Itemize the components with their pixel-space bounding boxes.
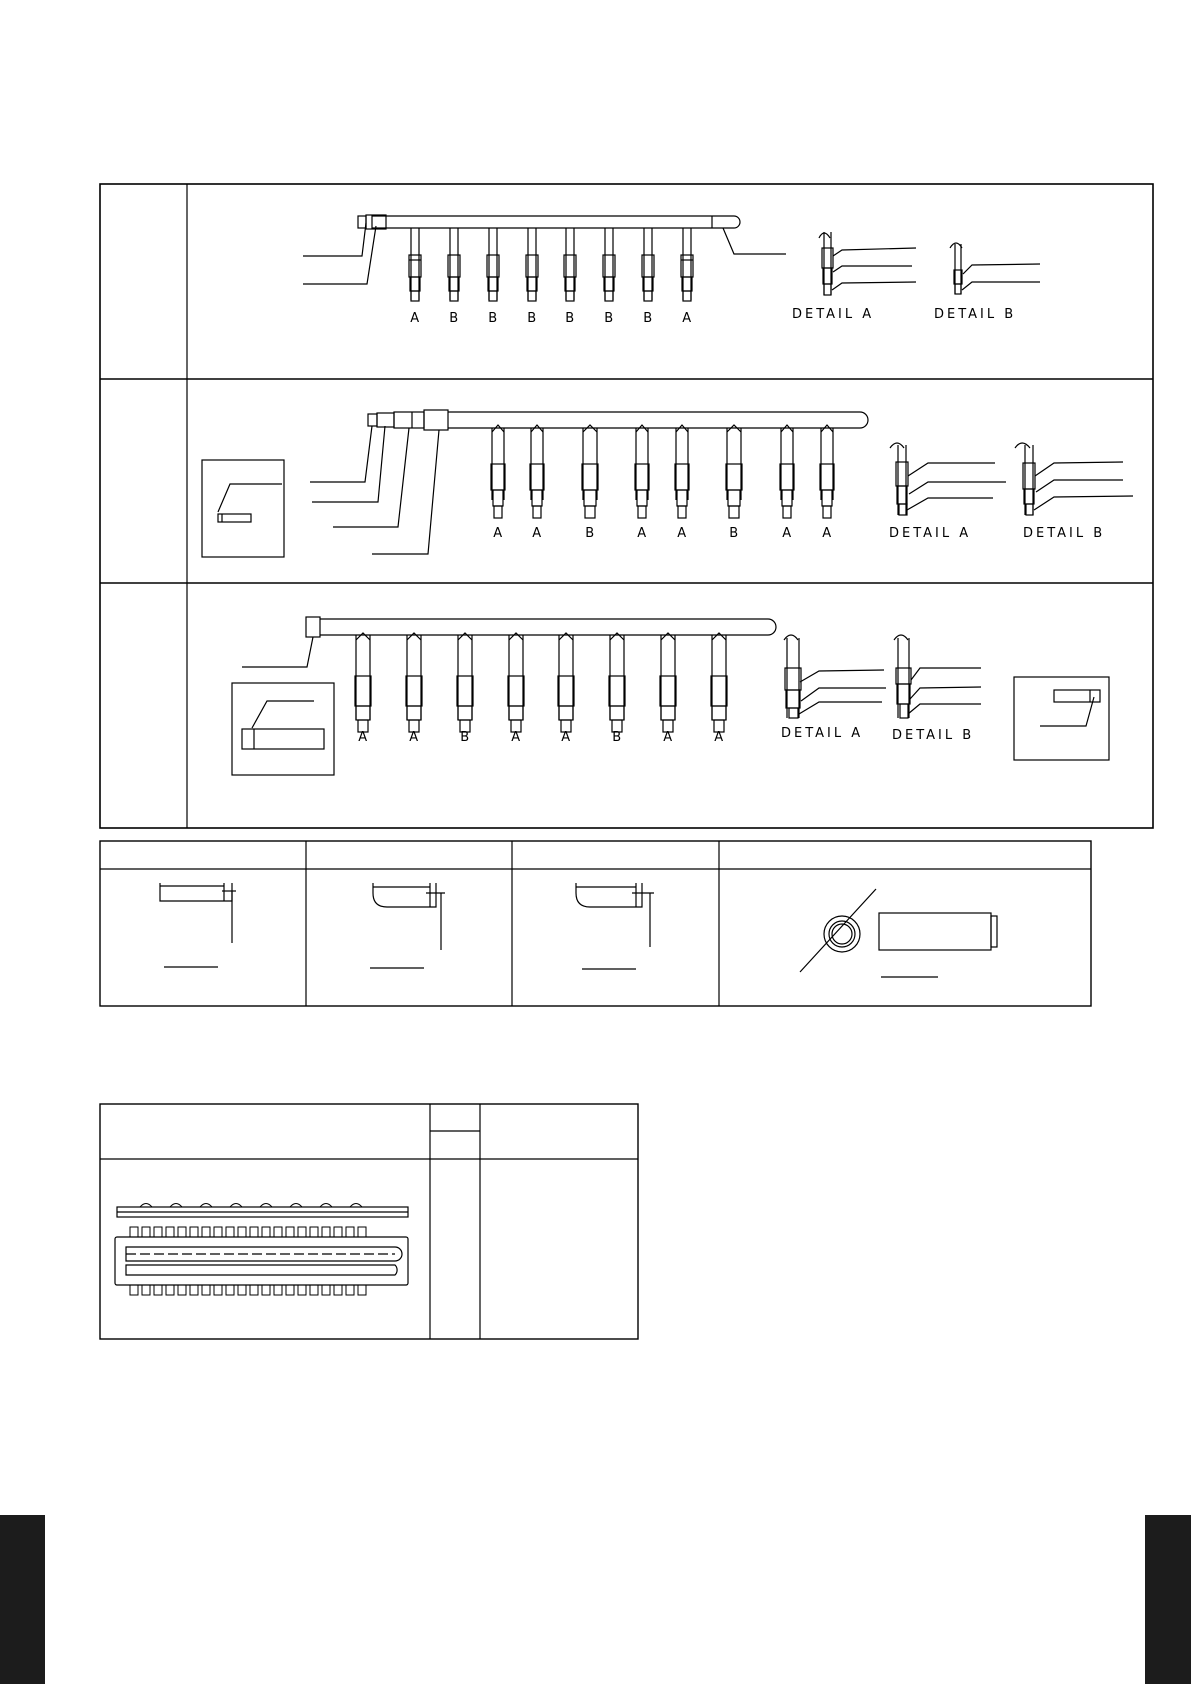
left-page-tab [0,1515,45,1684]
right-page-tab [1145,1515,1191,1684]
row3-branch-label: A [358,730,368,745]
row1-detail-b-label: DETAIL B [934,307,1017,322]
row1-branch-label: B [449,311,459,326]
row3-detail-a-label: DETAIL A [781,726,864,741]
row2-branch-label: B [585,526,595,541]
row2-branch-label: A [493,526,503,541]
row2-branch-label: A [637,526,647,541]
row2-detail-b-label: DETAIL B [1023,526,1106,541]
row2-branch-label: B [729,526,739,541]
row2-branch-label: A [822,526,832,541]
row3-branch-label: A [714,730,724,745]
row3-branch-label: A [663,730,673,745]
row1-branch-label: B [643,311,653,326]
row3-branch-label: B [460,730,470,745]
row1-branch-label: B [527,311,537,326]
row3-branch-label: A [561,730,571,745]
row2-branch-label: A [677,526,687,541]
row1-detail-a-label: DETAIL A [792,307,875,322]
row2-branch-label: A [782,526,792,541]
row3-branch-label: B [612,730,622,745]
row3-detail-b-label: DETAIL B [892,728,975,743]
row1-branch-label: B [488,311,498,326]
row2-branch-label: A [532,526,542,541]
row3-branch-label: A [511,730,521,745]
row2-detail-a-label: DETAIL A [889,526,972,541]
row3-branch-label: A [409,730,419,745]
row1-branch-label: A [682,311,692,326]
row1-branch-label: B [565,311,575,326]
row1-branch-label: A [410,311,420,326]
row1-branch-label: B [604,311,614,326]
